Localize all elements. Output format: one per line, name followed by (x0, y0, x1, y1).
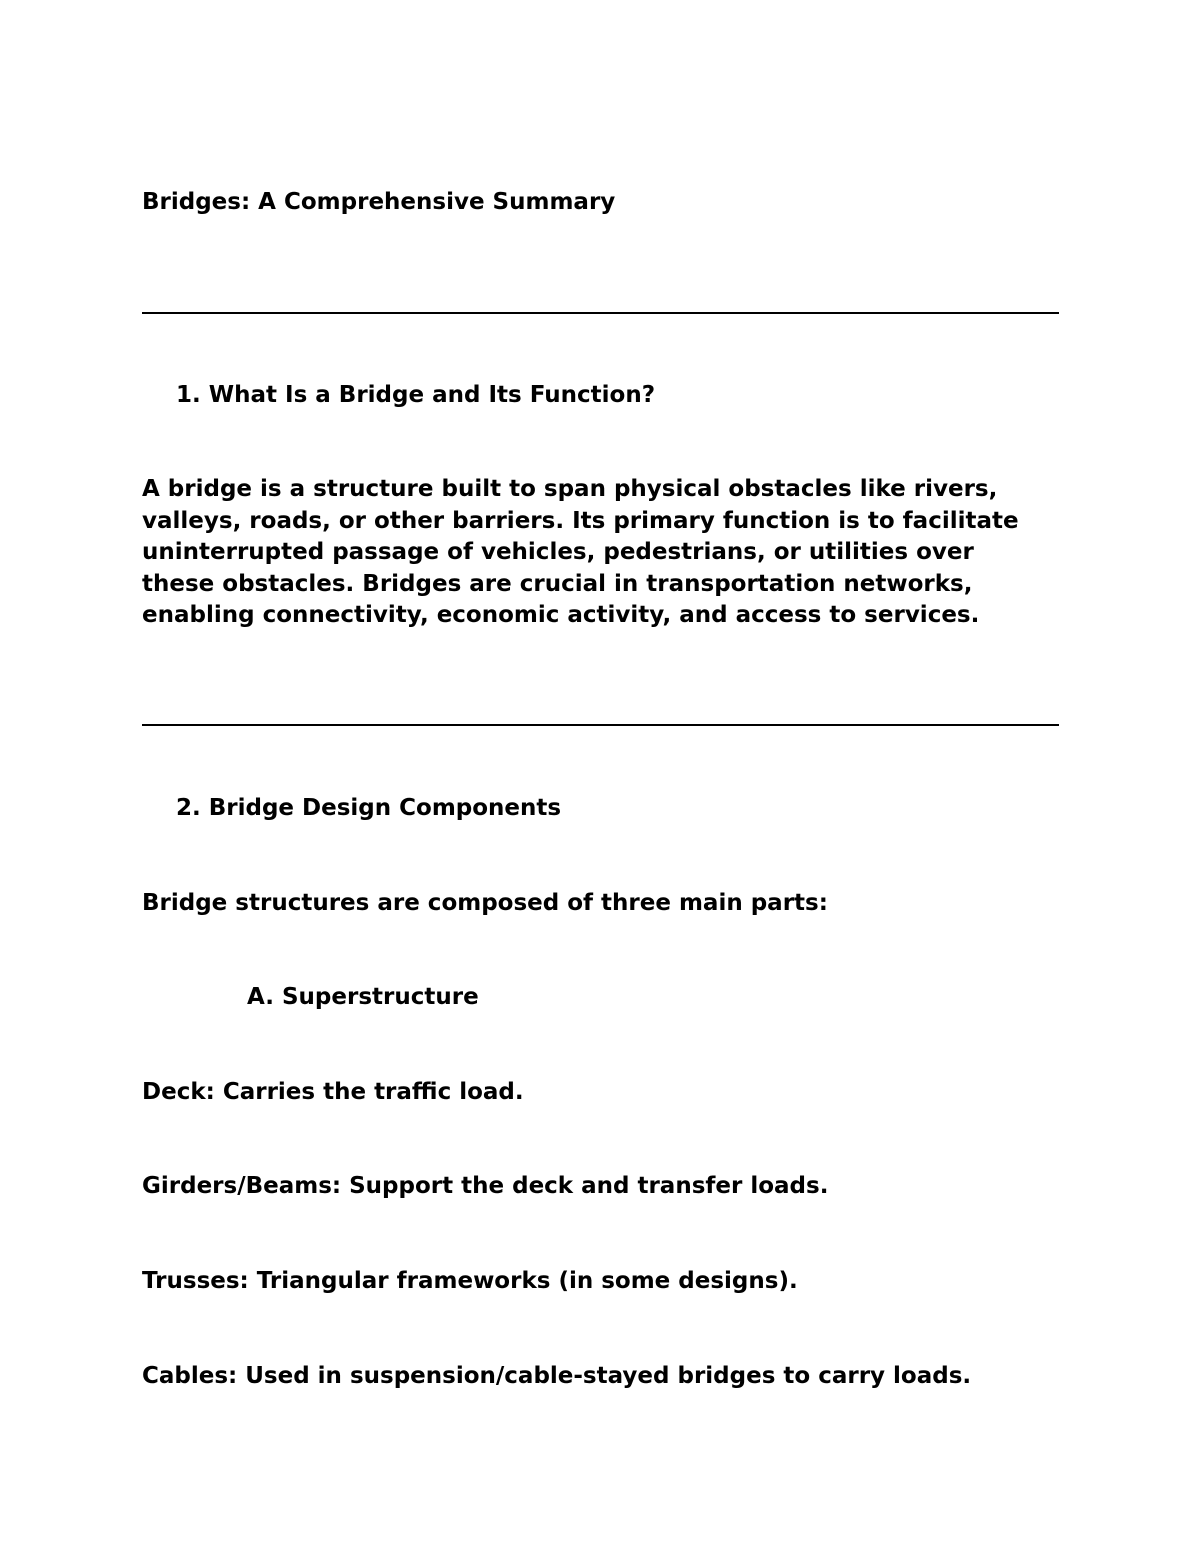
section-1-heading: 1. What Is a Bridge and Its Function? (176, 382, 656, 408)
component-item-deck: Deck: Carries the traffic load. (142, 1079, 524, 1105)
component-item-trusses: Trusses: Triangular frameworks (in some designs). (142, 1268, 798, 1294)
document-title: Bridges: A Comprehensive Summary (142, 189, 616, 215)
paragraph-line: valleys, roads, or other barriers. Its primary function is to facilitate (142, 507, 1019, 534)
component-item-cables: Cables: Used in suspension/cable-stayed bridges to carry loads. (142, 1363, 972, 1389)
section-2-intro: Bridge structures are composed of three main parts: (142, 890, 828, 916)
paragraph-line: A bridge is a structure built to span physical obstacles like rivers, (142, 476, 998, 502)
horizontal-rule (142, 724, 1059, 726)
section-2-heading: 2. Bridge Design Components (176, 795, 562, 821)
paragraph-line: uninterrupted passage of vehicles, pedestrians, or utilities over (142, 539, 974, 565)
component-item-girders: Girders/Beams: Support the deck and transfer loads. (142, 1173, 829, 1199)
section-1-paragraph (142, 474, 1072, 632)
paragraph-line: enabling connectivity, economic activity, and access to services. (142, 602, 980, 628)
paragraph-line: these obstacles. Bridges are crucial in transportation networks, (142, 570, 973, 597)
subsection-a-heading: A. Superstructure (247, 984, 479, 1010)
horizontal-rule (142, 312, 1059, 314)
